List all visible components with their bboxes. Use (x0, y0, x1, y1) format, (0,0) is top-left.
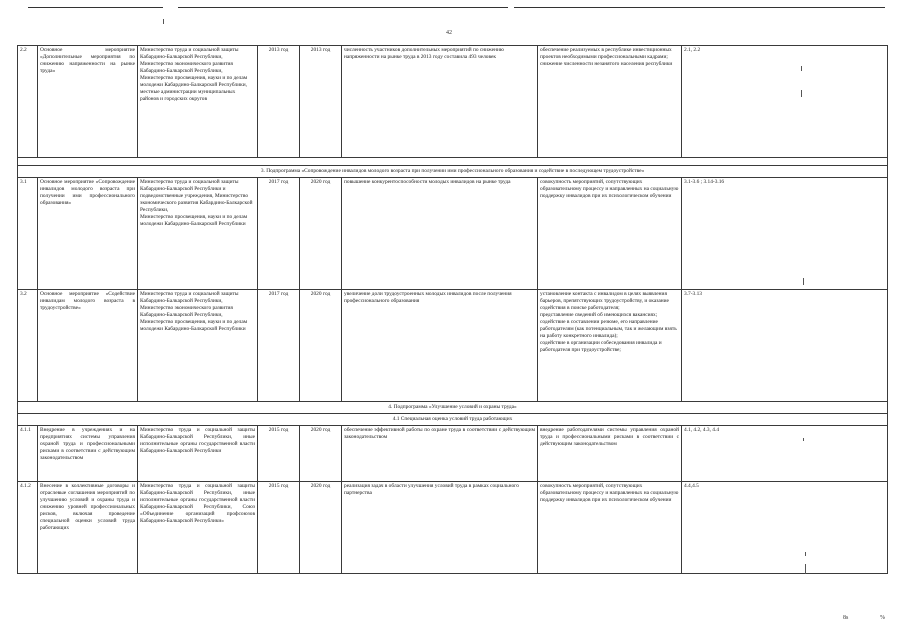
expected-result: реализация задач в области улучшения условий труда в рамках социального партнерства (342, 482, 538, 574)
table-row (18, 178, 888, 290)
scan-mark (801, 90, 802, 97)
row-number: 2.2 (18, 46, 38, 158)
section-header (18, 166, 888, 178)
expected-result: увеличение доли трудоустроенных молодых инвалидов после получения профессионального образования (342, 290, 538, 402)
top-rule-mid (178, 7, 508, 8)
section-3-title: 3. Подпрограмма «Сопровождение инвалидов молодого возраста при получении ими профессионального образования и содействие в последующем трудоустройстве» (18, 166, 888, 178)
indicators: 4.1, 4.2, 4.3, 4.4 (682, 426, 888, 482)
measure-content: установление контакта с инвалидом в целях выявления барьеров, препятствующих трудоустройству, и оказание содействия в поиске работодателя; представление сведений об имеющихся вакансиях; содействие в составлении резюме, его направление работодателям (как потенциальным, так и желающим взять на работу конкретного инвалида); содействие в организации собеседования инвалида и работодателя при трудоустройстве; (538, 290, 682, 402)
row-number: 3.1 (18, 178, 38, 290)
scan-mark (801, 66, 802, 71)
row-number: 4.1.2 (18, 482, 38, 574)
indicators: 3.1-3.6 ; 3.14-3.16 (682, 178, 888, 290)
spacer-row (18, 158, 888, 166)
expected-result: обеспечение эффективной работы по охране труда в соответствии с действующим законодательством (342, 426, 538, 482)
measure-name: Внесение в коллективные договоры и отраслевые соглашения мероприятий по улучшению условий и охраны труда и снижению уровней профессиональных рисков, включая проведение специальной оценки условий труда работающих (38, 482, 138, 574)
section-header (18, 414, 888, 426)
scan-tick (163, 19, 164, 24)
measure-name: Основное мероприятие «Дополнительные мероприятия по снижению напряженности на рынке труда» (38, 46, 138, 158)
measure-content: совокупность мероприятий, сопутствующих образовательному процессу и направленных на социальную поддержку инвалидов при их психологическом обучении (538, 178, 682, 290)
table-row (18, 290, 888, 402)
indicators: 4.4,4.5 (682, 482, 888, 574)
end-year: 2020 год (300, 426, 342, 482)
scan-mark (803, 438, 804, 441)
start-year: 2017 год (258, 178, 300, 290)
expected-result: численность участников дополнительных мероприятий по снижению напряженности на рынке труда в 2013 году составила 493 человек (342, 46, 538, 158)
measure-name: Внедрение в учреждениях и на предприятиях системы управления охраной труда и профессиональными рисками в соответствии с действующим законодательством (38, 426, 138, 482)
measure-content: совокупность мероприятий, сопутствующих образовательному процессу и направленных на социальную поддержку инвалидов при их психологическом обучении (538, 482, 682, 574)
row-number: 3.2 (18, 290, 38, 402)
program-measures-table (17, 45, 888, 574)
end-year: 2020 год (300, 290, 342, 402)
corner-mark: 8s (843, 615, 849, 621)
page-number: 42 (446, 30, 452, 36)
start-year: 2017 год (258, 290, 300, 402)
scan-mark (805, 564, 806, 574)
executors: Министерство труда и социальной защиты Кабардино-Балкарской Республики, Министерство экономического развития Кабардино-Балкарской Республики, Министерство просвещения, науки и по делам молодежи Кабардино-Балкарской Республики (138, 290, 258, 402)
executors: Министерство труда и социальной защиты Кабардино-Балкарской Республики, иные исполнительные органы государственной власти Кабардино-Балкарской Республики (138, 426, 258, 482)
start-year: 2015 год (258, 482, 300, 574)
corner-mark: % (880, 615, 885, 621)
executors: Министерство труда и социальной защиты Кабардино-Балкарской Республики, иные исполнительные органы государственной власти Кабардино-Балкарской Республики, Союз «Объединение организаций профсоюзов Кабардино-Балкарской Республики» (138, 482, 258, 574)
executors: Министерство труда и социальной защиты Кабардино-Балкарской Республики и подведомственные учреждения, Министерство экономического развития Кабардино-Балкарской Республики, Министерство просвещения, науки и по делам молодежи Кабардино-Балкарской Республики (138, 178, 258, 290)
measure-name: Основное мероприятие «Содействие инвалидам молодого возраста в трудоустройстве» (38, 290, 138, 402)
section-4-title: 4. Подпрограмма «Улучшение условий и охраны труда» (18, 402, 888, 414)
measure-content: внедрение работодателями системы управления охраной труда и профессиональными рисками в соответствии с действующим законодательством (538, 426, 682, 482)
scan-mark (803, 278, 804, 285)
section-header (18, 402, 888, 414)
top-rule-right (514, 7, 885, 8)
scan-mark (805, 552, 806, 556)
end-year: 2013 год (300, 46, 342, 158)
table-row (18, 426, 888, 482)
table-row (18, 482, 888, 574)
top-rule-left (28, 7, 163, 8)
start-year: 2015 год (258, 426, 300, 482)
section-4-1-title: 4.1 Специальная оценка условий труда работающих (18, 414, 888, 426)
table-row (18, 46, 888, 158)
expected-result: повышение конкурентоспособности молодых инвалидов на рынке труда (342, 178, 538, 290)
end-year: 2020 год (300, 482, 342, 574)
end-year: 2020 год (300, 178, 342, 290)
row-number: 4.1.1 (18, 426, 38, 482)
measure-name: Основное мероприятие «Сопровождение инвалидов молодого возраста при получении ими профессионального образования» (38, 178, 138, 290)
executors: Министерство труда и социальной защиты Кабардино-Балкарской Республики, Министерство экономического развития Кабардино-Балкарской Республики, Министерство просвещения, науки и по делам молодежи Кабардино-Балкарской Республики, местные администрации муниципальных районов и городских округов (138, 46, 258, 158)
measure-content: обеспечение реализуемых в республике инвестиционных проектов необходимыми профессиональными кадрами; снижение численности незанятого населения республики (538, 46, 682, 158)
indicators: 3.7-3.13 (682, 290, 888, 402)
start-year: 2013 год (258, 46, 300, 158)
indicators: 2.1, 2.2 (682, 46, 888, 158)
